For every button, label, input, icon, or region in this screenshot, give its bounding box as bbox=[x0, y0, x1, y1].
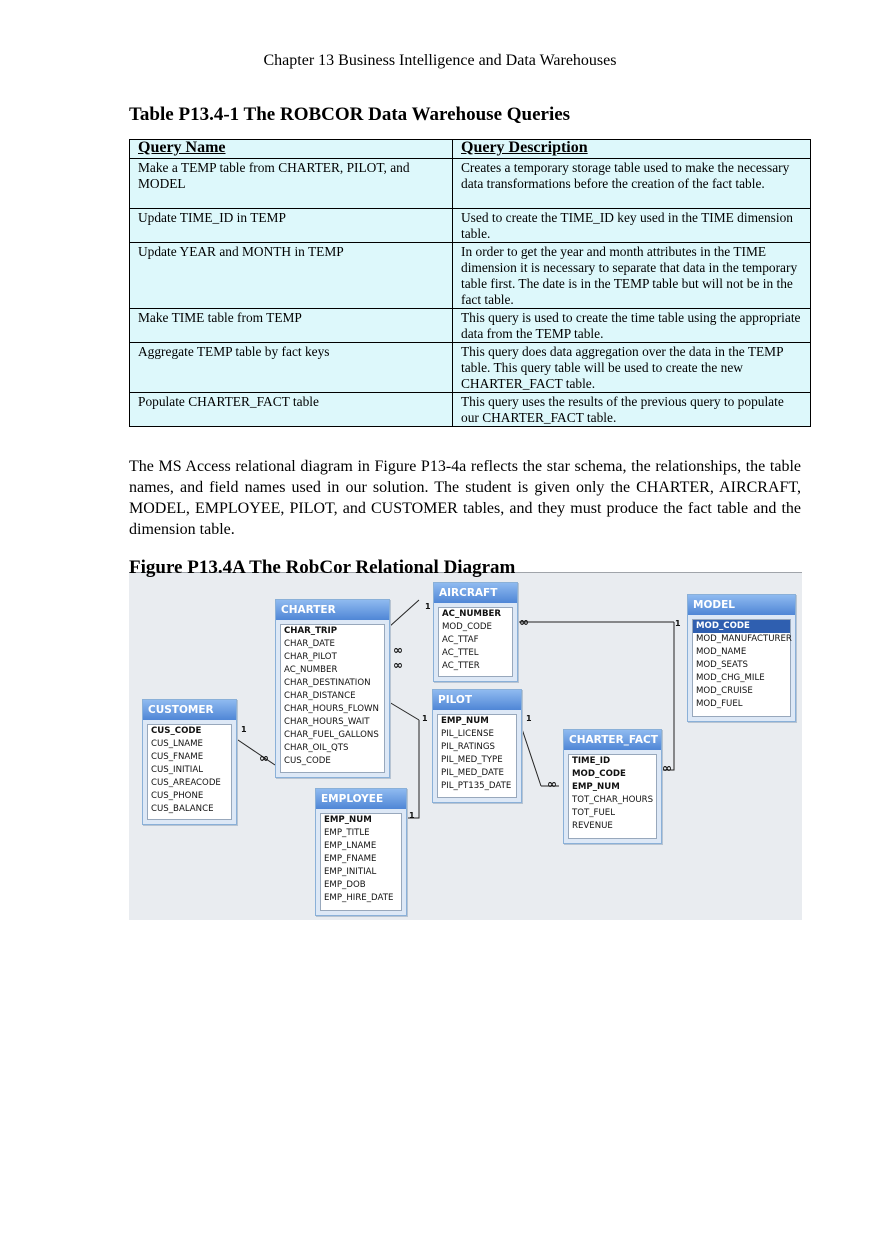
field[interactable]: REVENUE bbox=[572, 821, 613, 831]
field-list bbox=[320, 813, 402, 911]
field[interactable]: CHAR_TRIP bbox=[284, 626, 338, 636]
table-title: PILOT bbox=[433, 690, 521, 710]
field[interactable]: CUS_FNAME bbox=[151, 752, 204, 762]
field[interactable]: EMP_TITLE bbox=[324, 828, 370, 838]
aircraft-table[interactable] bbox=[433, 582, 518, 682]
query-description-cell: This query uses the results of the previous query to populate our CHARTER_FACT table. bbox=[453, 393, 811, 427]
field-list bbox=[692, 619, 791, 717]
field[interactable]: EMP_FNAME bbox=[324, 854, 377, 864]
relationship-charter-aircraft bbox=[389, 600, 419, 627]
pilot-table[interactable] bbox=[432, 689, 522, 803]
query-name-cell: Update TIME_ID in TEMP bbox=[130, 209, 453, 243]
query-description-cell: Used to create the TIME_ID key used in the TIME dimension table. bbox=[453, 209, 811, 243]
query-description-cell: In order to get the year and month attributes in the TIME dimension it is necessary to separate that data in the temporary table first. The date is in the TEMP table but will not be in the fact table. bbox=[453, 243, 811, 309]
table-row bbox=[130, 209, 811, 243]
field[interactable]: EMP_DOB bbox=[324, 880, 366, 890]
table-title: Table P13.4-1 The ROBCOR Data Warehouse Queries bbox=[129, 104, 571, 125]
field[interactable]: CUS_AREACODE bbox=[151, 778, 221, 788]
field[interactable]: AC_TTER bbox=[442, 661, 480, 671]
cardinality-one: 1 bbox=[241, 725, 247, 734]
field-list bbox=[147, 724, 232, 820]
field[interactable]: TOT_CHAR_HOURS bbox=[572, 795, 654, 805]
field-list bbox=[568, 754, 657, 839]
field[interactable]: CHAR_HOURS_WAIT bbox=[284, 717, 370, 727]
field[interactable]: TIME_ID bbox=[572, 756, 611, 766]
field[interactable]: CUS_CODE bbox=[284, 756, 331, 766]
customer-table[interactable] bbox=[142, 699, 237, 825]
table-row bbox=[130, 243, 811, 309]
field[interactable]: CUS_LNAME bbox=[151, 739, 203, 749]
queries-table bbox=[129, 139, 811, 427]
field[interactable]: MOD_CODE bbox=[442, 622, 492, 632]
field[interactable]: MOD_MANUFACTURER bbox=[696, 634, 792, 644]
cardinality-many: ∞ bbox=[259, 751, 269, 765]
relationship-customer-charter bbox=[235, 738, 275, 765]
table-row bbox=[130, 343, 811, 393]
cardinality-many: ∞ bbox=[519, 615, 529, 629]
table-title: CHARTER_FACT bbox=[564, 730, 661, 750]
field-list bbox=[438, 607, 513, 677]
field[interactable]: CHAR_FUEL_GALLONS bbox=[284, 730, 379, 740]
column-header: Query Description bbox=[453, 140, 811, 159]
table-title: EMPLOYEE bbox=[316, 789, 406, 809]
table-title: CHARTER bbox=[276, 600, 389, 620]
field[interactable]: AC_TTAF bbox=[442, 635, 479, 645]
page-header: Chapter 13 Business Intelligence and Data Warehouses bbox=[263, 52, 617, 69]
body-paragraph: The MS Access relational diagram in Figure P13-4a reflects the star schema, the relationships, the table names, and field names used in our solution. The student is given only the CHARTER, AIRCRAFT, MODEL, EMPLOYEE, PILOT, and CUSTOMER tables, and they must produce the fact table and the dimension table. bbox=[129, 458, 801, 538]
query-description-cell: Creates a temporary storage table used to make the necessary data transformations before the creation of the fact table. bbox=[453, 159, 811, 209]
field[interactable]: MOD_NAME bbox=[696, 647, 747, 657]
field[interactable]: CHAR_HOURS_FLOWN bbox=[284, 704, 379, 714]
cardinality-one: 1 bbox=[422, 714, 428, 723]
field-list bbox=[280, 624, 385, 773]
field[interactable]: CHAR_DESTINATION bbox=[284, 678, 371, 688]
field[interactable]: EMP_HIRE_DATE bbox=[324, 893, 394, 903]
field[interactable]: CUS_INITIAL bbox=[151, 765, 203, 775]
model-table[interactable] bbox=[687, 594, 796, 722]
field[interactable]: CUS_PHONE bbox=[151, 791, 204, 801]
cardinality-many: ∞ bbox=[547, 777, 557, 791]
field[interactable]: AC_NUMBER bbox=[284, 665, 338, 675]
cardinality-one: 1 bbox=[526, 714, 532, 723]
charter-fact-table[interactable] bbox=[563, 729, 662, 844]
field[interactable]: PIL_LICENSE bbox=[441, 729, 494, 739]
field[interactable]: CUS_BALANCE bbox=[151, 804, 214, 814]
table-row bbox=[130, 159, 811, 209]
field[interactable]: CUS_CODE bbox=[151, 726, 202, 736]
figure-title: Figure P13.4A The RobCor Relational Diagram bbox=[129, 557, 516, 578]
field[interactable]: EMP_INITIAL bbox=[324, 867, 377, 877]
field[interactable]: EMP_NUM bbox=[572, 782, 620, 792]
field[interactable]: EMP_LNAME bbox=[324, 841, 377, 851]
query-description-cell: This query is used to create the time table using the appropriate data from the TEMP table. bbox=[453, 309, 811, 343]
field[interactable]: TOT_FUEL bbox=[572, 808, 616, 818]
cardinality-one: 1 bbox=[675, 619, 681, 628]
table-title: CUSTOMER bbox=[143, 700, 236, 720]
field[interactable]: MOD_CODE bbox=[693, 620, 790, 633]
field[interactable]: AC_NUMBER bbox=[442, 609, 502, 619]
relationship-pilot-fact bbox=[521, 726, 541, 786]
relational-diagram bbox=[129, 572, 802, 920]
cardinality-many: ∞ bbox=[393, 658, 403, 672]
table-row bbox=[130, 309, 811, 343]
cardinality-many: ∞ bbox=[662, 761, 672, 775]
relationship-employee-pilot bbox=[407, 720, 419, 818]
field[interactable]: PIL_RATINGS bbox=[441, 742, 495, 752]
table-title: AIRCRAFT bbox=[434, 583, 517, 603]
field[interactable]: MOD_CHG_MILE bbox=[696, 673, 765, 683]
field[interactable]: CHAR_DATE bbox=[284, 639, 335, 649]
cardinality-one: 1 bbox=[409, 811, 415, 820]
field[interactable]: EMP_NUM bbox=[441, 716, 489, 726]
query-name-cell: Populate CHARTER_FACT table bbox=[130, 393, 453, 427]
query-name-cell: Make a TEMP table from CHARTER, PILOT, and MODEL bbox=[130, 159, 453, 209]
charter-table[interactable] bbox=[275, 599, 390, 778]
relationship-charter-pilot bbox=[389, 702, 419, 720]
table-header-row bbox=[130, 140, 811, 159]
query-name-cell: Make TIME table from TEMP bbox=[130, 309, 453, 343]
field[interactable]: MOD_CRUISE bbox=[696, 686, 753, 696]
column-header: Query Name bbox=[130, 140, 453, 159]
table-title: MODEL bbox=[688, 595, 795, 615]
query-name-cell: Update YEAR and MONTH in TEMP bbox=[130, 243, 453, 309]
field[interactable]: MOD_CODE bbox=[572, 769, 626, 779]
cardinality-many: ∞ bbox=[393, 643, 403, 657]
field[interactable]: CHAR_OIL_QTS bbox=[284, 743, 349, 753]
employee-table[interactable] bbox=[315, 788, 407, 916]
relationship-model-fact bbox=[661, 622, 674, 770]
field[interactable]: PIL_MED_DATE bbox=[441, 768, 504, 778]
query-name-cell: Aggregate TEMP table by fact keys bbox=[130, 343, 453, 393]
field[interactable]: PIL_PT135_DATE bbox=[441, 781, 512, 791]
field[interactable]: CHAR_PILOT bbox=[284, 652, 337, 662]
field[interactable]: MOD_FUEL bbox=[696, 699, 743, 709]
field[interactable]: CHAR_DISTANCE bbox=[284, 691, 356, 701]
field-list bbox=[437, 714, 517, 798]
field[interactable]: PIL_MED_TYPE bbox=[441, 755, 503, 765]
field[interactable]: AC_TTEL bbox=[442, 648, 479, 658]
table-row bbox=[130, 393, 811, 427]
cardinality-one: 1 bbox=[425, 602, 431, 611]
field[interactable]: EMP_NUM bbox=[324, 815, 372, 825]
query-description-cell: This query does data aggregation over the data in the TEMP table. This query table will be used to create the new CHARTER_FACT table. bbox=[453, 343, 811, 393]
field[interactable]: MOD_SEATS bbox=[696, 660, 748, 670]
